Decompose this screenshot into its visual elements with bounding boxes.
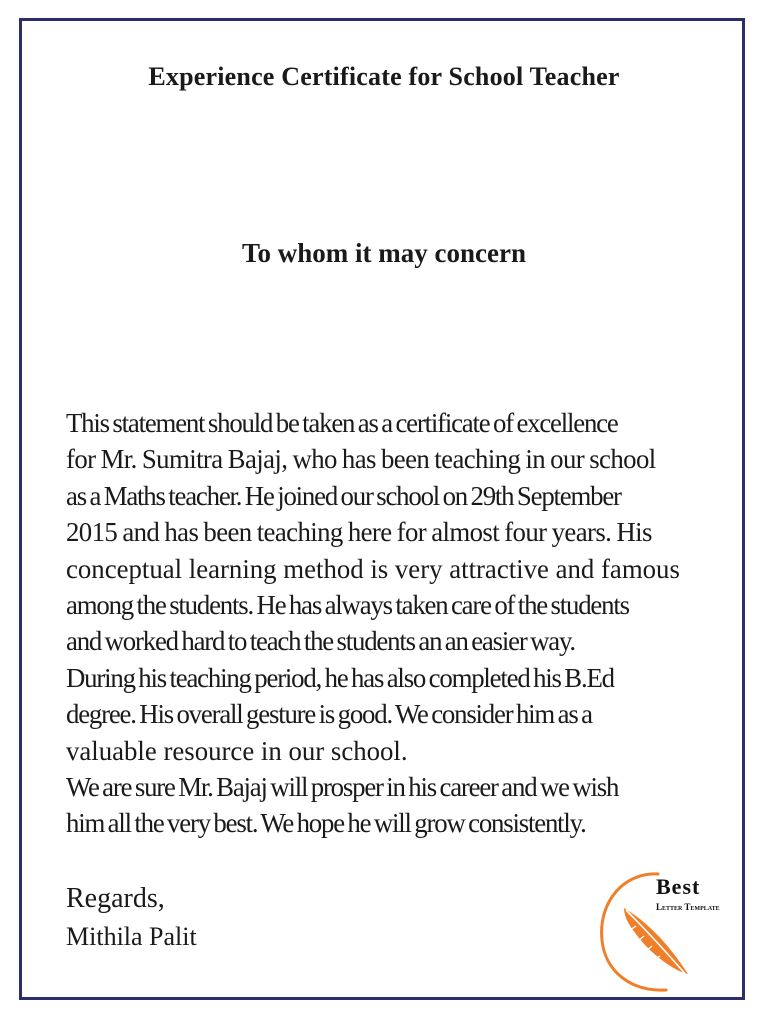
body-line: We are sure Mr. Bajaj will prosper in his career and we wish [66, 772, 619, 803]
body-line: as a Maths teacher. He joined our school on 29th September [66, 480, 621, 511]
body-line: This statement should be taken as a certificate of excellence [66, 408, 618, 438]
document-title: Experience Certificate for School Teacher [148, 62, 620, 91]
closing-block [66, 880, 197, 956]
closing-regards: Regards, [66, 883, 165, 914]
body-line: and worked hard to teach the students an an easier way. [66, 626, 575, 657]
body-line: conceptual learning method is very attractive and famous [66, 553, 680, 584]
body-line: 2015 and has been teaching here for almost four years. His [66, 517, 652, 548]
body-line: among the students. He has always taken care of the students [66, 590, 629, 621]
brand-logo [596, 868, 746, 998]
signatory-name: Mithila Palit [66, 922, 197, 951]
body-line: him all the very best. We hope he will grow consistently. [66, 808, 586, 839]
certificate-body [66, 405, 731, 842]
body-line: for Mr. Sumitra Bajaj, who has been teaching in our school [66, 444, 656, 475]
salutation: To whom it may concern [242, 238, 526, 268]
body-line: During his teaching period, he has also completed his B.Ed [66, 662, 614, 693]
body-line: valuable resource in our school. [66, 735, 408, 766]
body-line: degree. His overall gesture is good. We consider him as a [66, 699, 592, 730]
logo-brand-word: Best [656, 874, 701, 899]
logo-tagline: Letter Template [656, 902, 720, 912]
